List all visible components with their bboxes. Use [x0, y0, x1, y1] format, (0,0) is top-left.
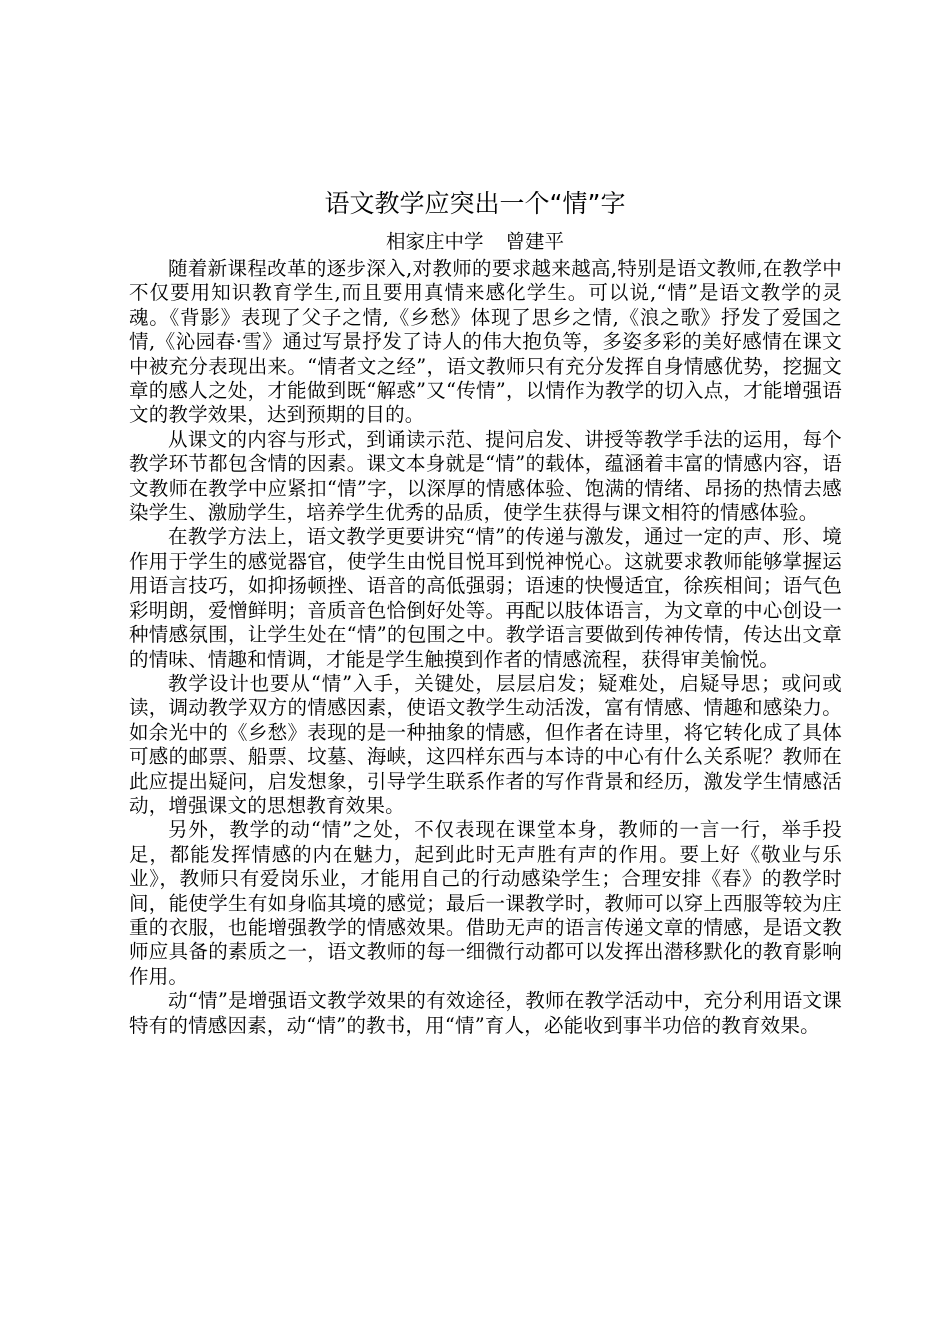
paragraph: 教学设计也要从“情”入手，关键处，层层启发；疑难处，启疑导思；或问或读，调动教学双方的情感因素，使语文教学生动活泼，富有情感、情趣和感染力。如余光中的《乡愁》表现的是一种抽象的情感，但作者在诗里，将它转化成了具体可感的邮票、船票、坟墓、海峡，这四样东西与本诗的中心有什么关系呢？教师在此应提出疑问，启发想象，引导学生联系作者的写作背景和经历，激发学生情感活动，增强课文的思想教育效果。 [129, 671, 842, 817]
document-title: 语文教学应突出一个“情”字 [324, 189, 626, 218]
article-body [129, 257, 842, 1038]
paragraph: 随着新课程改革的逐步深入,对教师的要求越来越高,特别是语文教师,在教学中不仅要用知识教育学生,而且要用真情来感化学生。可以说,“情”是语文教学的灵魂。《背影》表现了父子之情,《乡愁》体现了思乡之情,《浪之歌》抒发了爱国之情,《沁园春·雪》通过写景抒发了诗人的伟大抱负等，多姿多彩的美好感情在课文中被充分表现出来。“情者文之经”，语文教师只有充分发挥自身情感优势，挖掘文章的感人之处，才能做到既“解惑”又“传情”，以情作为教学的切入点，才能增强语文的教学效果，达到预期的目的。 [129, 257, 842, 427]
paragraph: 另外，教学的动“情”之处，不仅表现在课堂本身，教师的一言一行，举手投足，都能发挥情感的内在魅力，起到此时无声胜有声的作用。要上好《敬业与乐业》，教师只有爱岗乐业，才能用自己的行动感染学生；合理安排《春》的教学时间，能使学生有如身临其境的感觉；最后一课教学时，教师可以穿上西服等较为庄重的衣服，也能增强教学的情感效果。借助无声的语言传递文章的情感，是语文教师应具备的素质之一，语文教师的每一细微行动都可以发挥出潜移默化的教育影响作用。 [129, 818, 842, 988]
paragraph: 动“情”是增强语文教学效果的有效途径，教师在教学活动中，充分利用语文课特有的情感因素，动“情”的教书，用“情”育人，必能收到事半功倍的教育效果。 [129, 989, 842, 1037]
paragraph: 在教学方法上，语文教学更要讲究“情”的传递与激发，通过一定的声、形、境作用于学生的感觉器官，使学生由悦目悦耳到悦神悦心。这就要求教师能够掌握运用语言技巧，如抑扬顿挫、语音的高低强弱；语速的快慢适宜，徐疾相间；语气色彩明朗，爱憎鲜明；音质音色恰倒好处等。再配以肢体语言，为文章的中心创设一种情感氛围，让学生处在“情”的包围之中。教学语言要做到传神传情，传达出文章的情味、情趣和情调，才能是学生触摸到作者的情感流程，获得审美愉悦。 [129, 525, 842, 671]
author-line [0, 228, 950, 256]
author-name: 曾建平 [505, 230, 565, 253]
paragraph: 从课文的内容与形式，到诵读示范、提问启发、讲授等教学手法的运用，每个教学环节都包含情的因素。课文本身就是“情”的载体，蕴涵着丰富的情感内容，语文教师在教学中应紧扣“情”字，以深厚的情感体验、饱满的情绪、昂扬的热情去感染学生、激励学生，培养学生优秀的品质，使学生获得与课文相符的情感体验。 [129, 427, 842, 525]
school-name: 相家庄中学 [385, 230, 484, 253]
